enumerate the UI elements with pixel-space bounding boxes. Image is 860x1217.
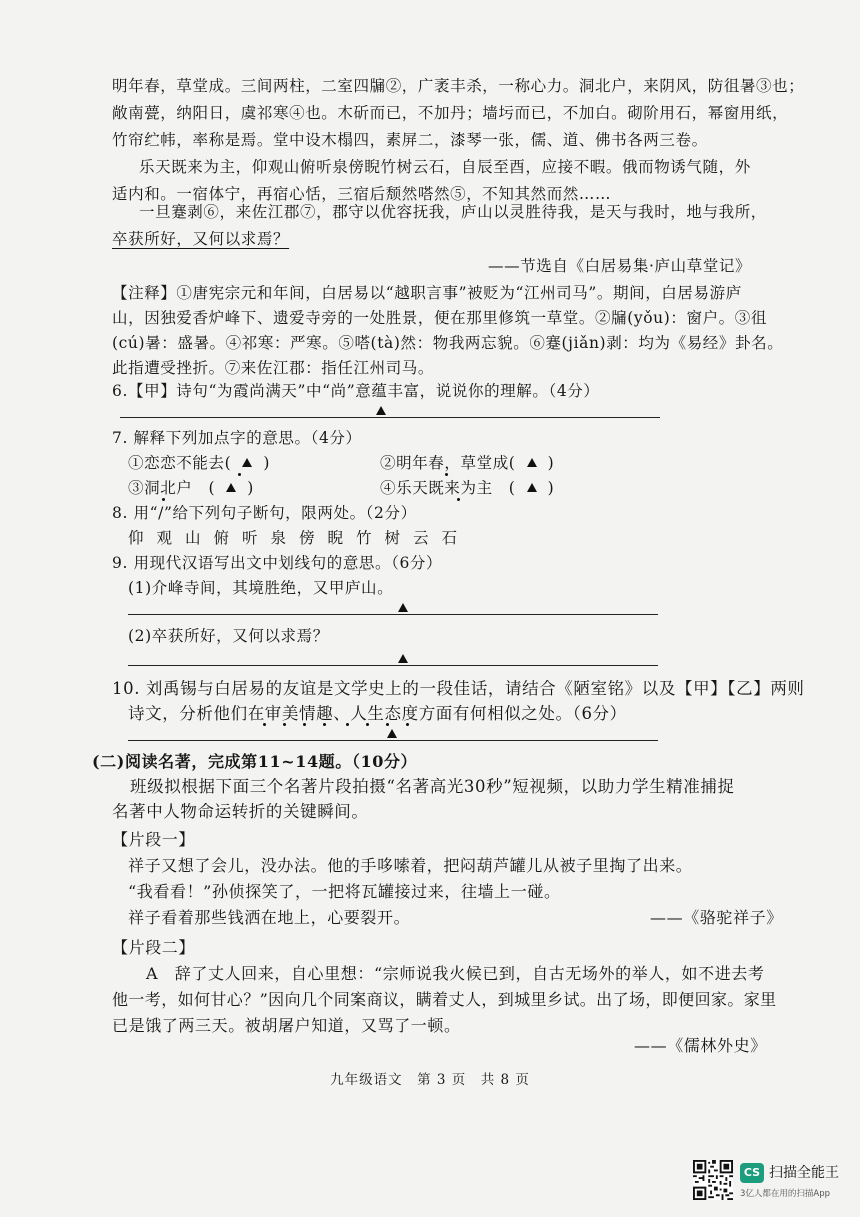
q7-close-paren: ) [247,479,254,497]
emphasis-dot [386,723,389,726]
q7-item-3-text: ③洞北户 ( [128,479,216,497]
fragment-2-label: 【片段二】 [112,938,196,957]
answer-marker-triangle [527,483,537,492]
q8-sentence: 仰观山俯听泉傍睨竹树云石 [128,529,471,547]
emphasis-dot [406,723,409,726]
emphasis-dot [366,723,369,726]
passage-source: ——节选自《白居易集·庐山草堂记》 [488,257,752,275]
emphasis-dot [263,723,266,726]
q7-close-paren: ) [547,479,555,497]
notes-line-1: 【注释】①唐宪宗元和年间，白居易以“越职言事”被贬为“江州司马”。期间，白居易游庐 [112,284,742,302]
fragment-2-line-1: A 辞了丈人回来，自心里想：“宗师说我火候已到，自古无场外的举人，如不进去考 [146,964,765,983]
answer-line-q9-1[interactable] [128,614,658,615]
answer-marker-triangle [398,603,408,612]
question-6: 6.【甲】诗句“为霞尚满天”中“尚”意蕴丰富，说说你的理解。（4分） [112,382,600,400]
passage-line-2: 敞南甍，纳阳日，虞祁寒④也。木斫而已，不加丹；墙圬而已，不加白。砌阶用石，幂窗用纸， [112,104,789,122]
question-8: 8. 用“/”给下列句子断句，限两处。（2分） [112,504,417,522]
answer-line-q6[interactable] [120,417,660,418]
question-10-line-2: 诗文，分析他们在审美情趣、人生态度方面有何相似之处。（6分） [128,704,627,723]
page-footer: 九年级语文 第 3 页 共 8 页 [330,1072,530,1088]
q7-item-4-text: ④乐天既来为主 ( [380,479,516,497]
q7-item-2 [380,453,554,473]
section-2-intro-line-2: 名著中人物命运转折的关键瞬间。 [112,802,369,821]
q9-sub-2: (2)卒获所好，又何以求焉？ [128,627,329,645]
section-2-intro-line-1: 班级拟根据下面三个名著片段拍摄“名著高光30秒”短视频，以助力学生精准捕捉 [130,777,735,796]
emphasis-dot [457,498,460,501]
emphasis-dot [346,723,349,726]
q7-item-4 [380,478,554,498]
emphasis-dot [283,723,286,726]
answer-marker-triangle [398,654,408,663]
q7-close-paren: ) [547,454,555,472]
answer-marker-triangle [387,729,397,738]
q7-item-1-text: ①恋恋不能去( [128,454,232,472]
q7-item-1 [128,453,270,473]
emphasis-dot [238,473,241,476]
qr-code-icon [693,1160,733,1200]
fragment-1-line-2: “我看看！”孙侦探笑了，一把将瓦罐接过来，往墙上一碰。 [128,882,561,901]
notes-line-2: 山，因独爱香炉峰下、遗爱寺旁的一处胜景，便在那里修筑一草堂。②牖(yǒu)：窗户。③徂 [112,309,767,327]
camscanner-logo: CS [740,1163,764,1183]
fragment-2-source: ——《儒林外史》 [634,1036,767,1055]
answer-marker-triangle [376,406,386,415]
question-10-line-1: 10. 刘禹锡与白居易的友谊是文学史上的一段佳话，请结合《陋室铭》以及【甲】【乙】两则 [112,679,805,698]
question-9: 9. 用现代汉语写出文中划线句的意思。（6分） [112,554,443,572]
emphasis-dot [162,498,165,501]
fragment-2-line-2: 他一考，如何甘心？”因向几个同案商议，瞒着丈人，到城里乡试。出了场，即便回家。家里 [112,990,777,1009]
q7-close-paren: ) [263,454,271,472]
fragment-1-source: ——《骆驼祥子》 [650,908,783,927]
emphasis-dot [323,723,326,726]
q7-item-3 [128,478,254,498]
q9-sub-1: (1)介峰寺间，其境胜绝，又甲庐山。 [128,579,394,597]
passage-line-1: 明年春，草堂成。三间两柱，二室四牖②，广袤丰杀，一称心力。洞北户，来阴风，防徂暑③也； [112,77,805,95]
passage-line-7-underlined: 卒获所好，又何以求焉？ [112,230,290,248]
camscanner-name: 扫描全能王 [769,1165,839,1181]
answer-marker-triangle [527,458,537,467]
emphasis-dot [303,723,306,726]
emphasis-dot [445,473,448,476]
fragment-1-line-3: 祥子看着那些钱洒在地上，心要裂开。 [128,908,411,927]
q7-item-2-text: ②明年春，草堂成( [380,454,516,472]
question-7: 7. 解释下列加点字的意思。（4分） [112,429,362,447]
fragment-2-line-3: 已是饿了两三天。被胡屠户知道，又骂了一顿。 [112,1016,461,1035]
answer-marker-triangle [242,458,252,467]
fragment-1-line-1: 祥子又想了会儿，没办法。他的手哆嗦着，把闷葫芦罐儿从被子里掏了出来。 [128,856,693,875]
answer-line-q10[interactable] [128,740,658,741]
notes-line-4: 此指遭受挫折。⑦来佐江郡：指任江州司马。 [112,359,435,377]
camscanner-tagline: 3亿人都在用的扫描App [740,1189,831,1199]
passage-line-6: 一旦蹇剥⑥，来佐江郡⑦，郡守以优容抚我，庐山以灵胜待我，是天与我时，地与我所， [139,203,767,221]
passage-line-4: 乐天既来为主，仰观山俯听泉傍睨竹树云石，自辰至酉，应接不暇。俄而物诱气随，外 [139,158,751,176]
fragment-1-label: 【片段一】 [112,830,196,849]
answer-marker-triangle [226,483,236,492]
notes-line-3: (cú)暑：盛暑。④祁寒：严寒。⑤嗒(tà)然：物我两忘貌。⑥蹇(jiǎn)剥：均为《易经》卦名。 [112,334,784,352]
answer-line-q9-2[interactable] [128,665,658,666]
passage-line-5: 适内和。一宿体宁，再宿心恬，三宿后颓然嗒然⑤，不知其然而然…… [112,185,612,203]
section-2-heading: (二)阅读名著，完成第11~14题。（10分） [92,752,418,771]
passage-line-3: 竹帘纻帏，率称是焉。堂中设木榻四，素屏二，漆琴一张，儒、道、佛书各两三卷。 [112,131,708,149]
